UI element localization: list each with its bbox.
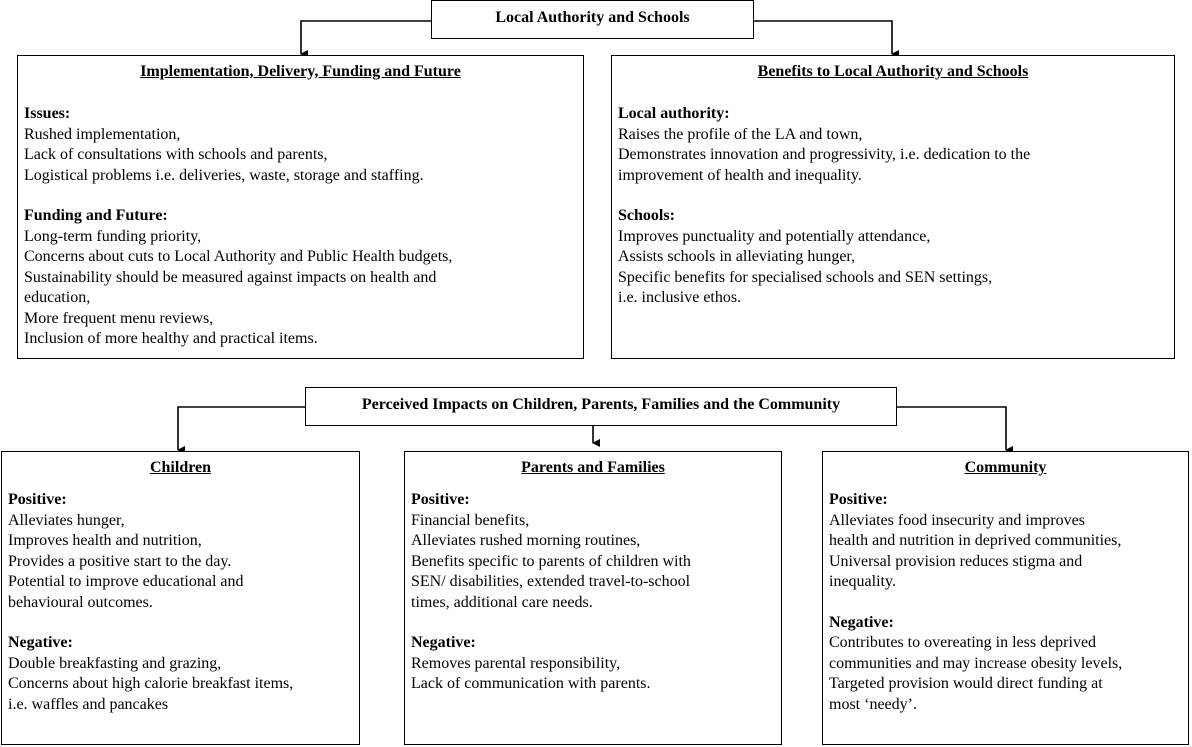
middle-header-box xyxy=(305,387,897,426)
parents-positive-line: SEN/ disabilities, extended travel-to-school xyxy=(411,573,691,590)
benefits-schools-line: i.e. inclusive ethos. xyxy=(618,289,742,306)
children-negative-line: Concerns about high calorie breakfast items, xyxy=(8,675,294,692)
children-negative-line: i.e. waffles and pancakes xyxy=(8,695,169,713)
children-positive-line: Provides a positive start to the day. xyxy=(8,552,232,570)
children-negative-heading: Negative: xyxy=(8,634,73,651)
parents-negative-line: Removes parental responsibility, xyxy=(411,654,621,672)
implementation-title: Implementation, Delivery, Funding and Future xyxy=(140,63,461,80)
children-negative-line: Double breakfasting and grazing, xyxy=(8,654,222,672)
community-negative-line: Contributes to overeating in less deprived xyxy=(829,634,1097,651)
children-box xyxy=(1,451,360,745)
benefits-la-line: Demonstrates innovation and progressivity, i.e. dedication to the xyxy=(618,146,1031,163)
implementation-issues-line: Logistical problems i.e. deliveries, waste, storage and staffing. xyxy=(24,166,424,184)
community-negative-line: communities and may increase obesity levels, xyxy=(829,654,1123,672)
community-title: Community xyxy=(964,459,1047,476)
parents-content xyxy=(411,490,691,695)
connector-top-left xyxy=(301,21,431,54)
benefits-la-line: improvement of health and inequality. xyxy=(618,166,862,184)
parents-negative-heading: Negative: xyxy=(411,634,476,651)
children-positive-line: Improves health and nutrition, xyxy=(8,532,202,549)
benefits-schools-heading: Schools: xyxy=(618,207,675,224)
community-negative-line: Targeted provision would direct funding at xyxy=(829,675,1103,692)
implementation-funding-heading: Funding and Future: xyxy=(24,207,168,224)
parents-title: Parents and Families xyxy=(521,459,665,476)
parents-negative-line: Lack of communication with parents. xyxy=(411,675,651,692)
implementation-content xyxy=(24,104,452,350)
implementation-issues-line: Lack of consultations with schools and parents, xyxy=(24,146,328,163)
benefits-la-line: Raises the profile of the LA and town, xyxy=(618,125,863,143)
implementation-funding-line: More frequent menu reviews, xyxy=(24,309,214,327)
benefits-content xyxy=(618,104,1030,309)
community-positive-line: Universal provision reduces stigma and xyxy=(829,552,1083,570)
implementation-funding-line: Concerns about cuts to Local Authority and Public Health budgets, xyxy=(24,248,453,265)
parents-box xyxy=(404,451,782,745)
parents-positive-line: Financial benefits, xyxy=(411,511,530,529)
benefits-la-heading: Local authority: xyxy=(618,105,730,122)
community-negative-heading: Negative: xyxy=(829,613,894,631)
connector-mid-left xyxy=(178,407,305,450)
children-positive-line: Potential to improve educational and xyxy=(8,573,244,590)
middle-header-title: Perceived Impacts on Children, Parents, Families and the Community xyxy=(361,396,841,413)
implementation-box xyxy=(17,55,584,359)
parents-positive-line: Benefits specific to parents of children with xyxy=(411,552,691,570)
benefits-box xyxy=(611,55,1175,359)
implementation-issues-heading: Issues: xyxy=(24,105,71,122)
community-positive-heading: Positive: xyxy=(829,491,888,508)
connector-mid-right xyxy=(897,407,1006,450)
community-content xyxy=(829,490,1122,715)
community-box xyxy=(822,451,1189,745)
top-header-title: Local Authority and Schools xyxy=(495,9,690,26)
parents-positive-line: Alleviates rushed morning routines, xyxy=(411,532,641,549)
connector-top-right xyxy=(754,21,892,54)
benefits-title: Benefits to Local Authority and Schools xyxy=(757,63,1029,80)
children-positive-heading: Positive: xyxy=(8,491,67,508)
benefits-schools-line: Assists schools in alleviating hunger, xyxy=(618,248,856,265)
benefits-schools-line: Specific benefits for specialised schools and SEN settings, xyxy=(618,268,993,286)
implementation-funding-line: education, xyxy=(24,289,91,306)
community-positive-line: Alleviates food insecurity and improves xyxy=(829,511,1085,529)
implementation-funding-line: Sustainability should be measured against impacts on health and xyxy=(24,268,437,286)
benefits-schools-line: Improves punctuality and potentially attendance, xyxy=(618,227,931,245)
parents-positive-heading: Positive: xyxy=(411,491,470,508)
children-title: Children xyxy=(149,459,212,476)
implementation-funding-line: Long-term funding priority, xyxy=(24,227,202,245)
children-content xyxy=(8,490,293,715)
community-positive-line: inequality. xyxy=(829,573,896,590)
implementation-issues-line: Rushed implementation, xyxy=(24,125,181,143)
children-positive-line: Alleviates hunger, xyxy=(8,511,125,529)
top-header-box xyxy=(431,0,754,39)
parents-positive-line: times, additional care needs. xyxy=(411,593,593,611)
community-positive-line: health and nutrition in deprived communities, xyxy=(829,532,1122,549)
community-negative-line: most ‘needy’. xyxy=(829,695,917,713)
implementation-funding-line: Inclusion of more healthy and practical items. xyxy=(24,330,318,347)
children-positive-line: behavioural outcomes. xyxy=(8,593,153,611)
